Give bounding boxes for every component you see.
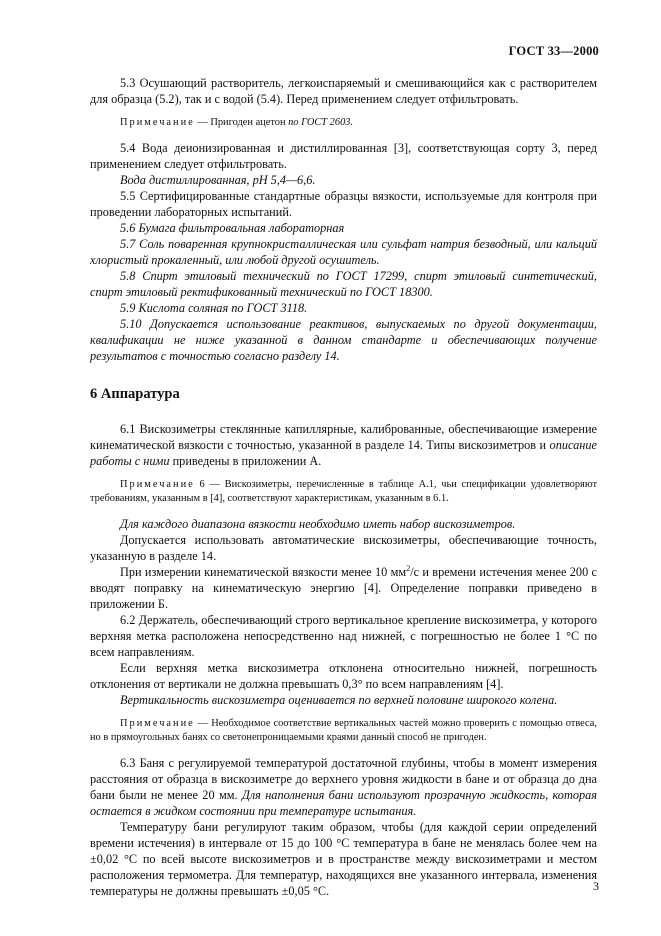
clause-6-1-italic: описание работы с ними — [90, 438, 597, 468]
clause-5-10: 5.10 Допускается использование реактивов, выпускаемых по другой документации, квалификации не ниже указанной в данном стандарте и обеспечивающих получение результатов с точностью согласно разделу 14. — [90, 317, 597, 363]
correction-pre: При измерении кинематической вязкости менее 10 мм — [120, 565, 407, 579]
note-gost-ref: по ГОСТ 2603. — [288, 117, 354, 128]
note-clause-5-3 — [90, 116, 597, 130]
note-text: — Необходимое соответствие вертикальных частей можно проверить с помощью отвеса, но в прямоугольных банях со светонепроницаемыми краями данный способ не пригоден. — [90, 718, 597, 743]
clause-6-2: 6.2 Держатель, обеспечивающий строго вертикальное крепление вискозиметра, у которого верхняя метка расположена непосредственно над нижней, с погрешностью не более 1 °С по всем направлениям. — [90, 613, 597, 659]
clause-6-1-viscosity-range: Для каждого диапазона вязкости необходимо иметь набор вискозиметров. — [120, 517, 516, 531]
note-text: — Пригоден ацетон — [194, 117, 289, 128]
document-code-header: ГОСТ 33—2000 — [508, 44, 599, 58]
clause-6-1 — [90, 421, 597, 469]
clause-6-1-automatic: Допускается использовать автоматические вискозиметры, обеспечивающие точность, указанную в разделе 14. — [90, 533, 597, 563]
document-body — [90, 75, 597, 899]
clause-6-1-text: 6.1 Вискозиметры стеклянные капиллярные, калиброванные, обеспечивающие измерение кинематической вязкости с точностью, указанной в разделе 14. Типы вискозиметров и — [90, 422, 597, 452]
clause-5-9: 5.9 Кислота соляная по ГОСТ 3118. — [120, 301, 308, 315]
clause-5-4: 5.4 Вода деионизированная и дистиллированная [3], соответствующая сорту 3, перед применением следует отфильтровать. — [90, 141, 597, 171]
note-label: Примечание — [120, 479, 195, 490]
note-clause-6-2 — [90, 717, 597, 745]
clause-5-4-italic: Вода дистиллированная, рН 5,4—6,6. — [120, 173, 316, 187]
clause-6-3-italic: Для наполнения бани используют прозрачную жидкость, которая остается в жидком состоянии при температуре испытания. — [90, 788, 597, 818]
correction-post: /с и времени истечения менее 200 с вводят поправку на кинематическую энергию [4]. Определение поправки приведено в приложении Б. — [90, 565, 597, 611]
clause-6-2-deviation: Если верхняя метка вискозиметра отклонена относительно нижней, погрешность отклонения от вертикали не должна превышать 0,3° по всем направлениям [4]. — [90, 661, 597, 691]
clause-5-8: 5.8 Спирт этиловый технический по ГОСТ 17299, спирт этиловый синтетический, спирт этиловый ректификованный технический по ГОСТ 18300. — [90, 269, 597, 299]
clause-6-1-correction — [90, 564, 597, 612]
clause-6-3-temperature: Температуру бани регулируют таким образом, чтобы (для каждой серии определений времени истечения) в интервале от 15 до 100 °С температура в бане не менялась более чем на ±0,02 °С по всей высоте вискозиметров и в пространстве между вискозиметрами и местом расположения термометра. Для температур, находящихся вне указанного интервала, изменения температуры не должны превышать ±0,05 °С. — [90, 820, 597, 898]
clause-5-5: 5.5 Сертифицированные стандартные образцы вязкости, используемые для контроля при проведении лабораторных испытаний. — [90, 189, 597, 219]
clause-5-6: 5.6 Бумага фильтровальная лабораторная — [120, 221, 345, 235]
clause-5-7: 5.7 Соль поваренная крупнокристаллическая или сульфат натрия безводный, или кальций хлористый прокаленный, или любой другой осушитель. — [90, 237, 597, 267]
note-6 — [90, 478, 597, 506]
clause-5-3: 5.3 Осушающий растворитель, легкоиспаряемый и смешивающийся как с растворителем для образца (5.2), так и с водой (5.4). Перед применением следует отфильтровать. — [90, 76, 597, 106]
clause-6-1-tail: приведены в приложении А. — [169, 454, 322, 468]
clause-6-3 — [90, 755, 597, 819]
note-label: Примечание — [120, 117, 195, 128]
clause-6-2-italic: Вертикальность вискозиметра оценивается по верхней половине широкого колена. — [120, 693, 558, 707]
note-label: Примечание — [120, 718, 195, 729]
page-number: 3 — [593, 879, 599, 893]
note-text: 6 — Вискозиметры, перечисленные в таблице А.1, чьи спецификации удовлетворяют требованиям, указанным в [4], соответствуют характеристикам, указанным в 6.1. — [90, 479, 597, 504]
section-6-heading: 6 Аппаратура — [90, 386, 180, 402]
correction-sup: 2 — [406, 563, 411, 573]
clause-6-3-text: 6.3 Баня с регулируемой температурой достаточной глубины, чтобы в момент измерения расстояния от образца в вискозиметре до верхнего уровня жидкости в бане и от образца до дна бани были не менее 20 мм. — [90, 756, 597, 802]
